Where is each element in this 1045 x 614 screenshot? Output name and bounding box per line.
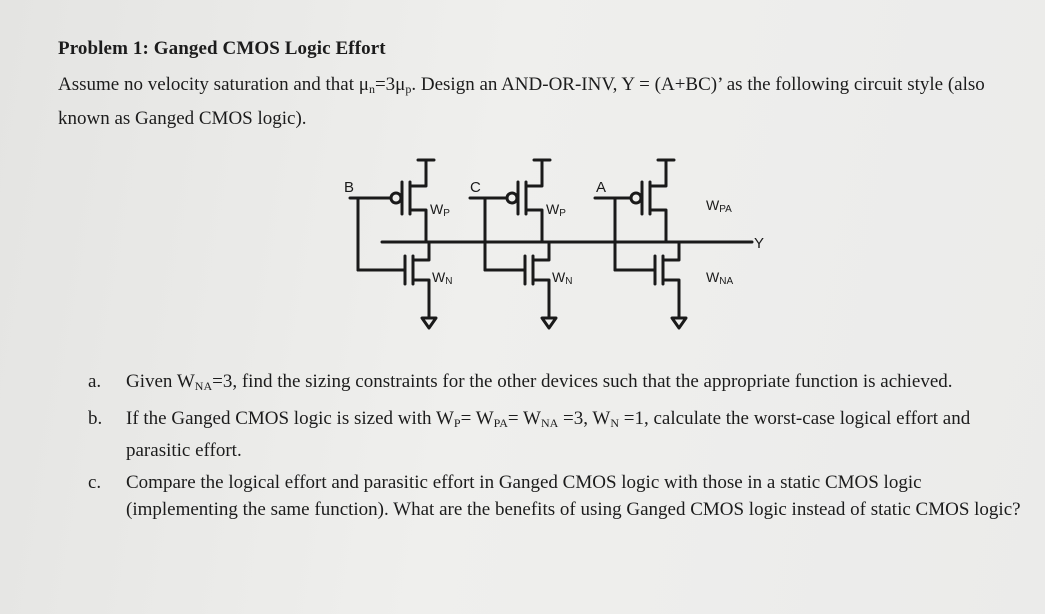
question-a: a. Given $W_{NA}=3$, find the sizing constraints for the other devices such that the appropriate function is achieved. — [88, 368, 1033, 400]
output-y-label: Y — [754, 235, 765, 252]
problem-title: Problem 1: Ganged CMOS Logic Effort — [58, 38, 386, 59]
nmos-a-width-label: WNA — [706, 269, 734, 287]
nmos-2-width-label: WN — [552, 269, 573, 287]
pmos-2-width-label: WP — [546, 201, 566, 219]
question-a-label: a. — [88, 371, 102, 392]
pmos-1-width-label: WP — [430, 201, 450, 219]
question-b: b. If the Ganged CMOS logic is sized with $W_P= W_{PA}= W_{NA} =3$, $W_N =1$, calculate the worst-case logical effort and parasitic effort. — [88, 405, 1033, 464]
input-c-label: C — [470, 179, 481, 196]
question-c-label: c. — [88, 472, 102, 493]
problem-statement: Assume no velocity saturation and that $\mu_n=3\mu_p$. Design an AND-OR-INV, Y = (A+BC)’ as the following circuit style (also known as Ganged CMOS logic). — [58, 74, 985, 129]
question-b-label: b. — [88, 408, 103, 429]
input-a-label: A — [596, 179, 607, 196]
question-list — [88, 368, 1033, 528]
pmos-a-width-label: WPA — [706, 197, 732, 215]
input-b-label: B — [344, 179, 355, 196]
question-c: c. Compare the logical effort and parasitic effort in Ganged CMOS logic with those in a static CMOS logic (implementing the same function). What are the benefits of using Ganged CMOS logic instead of static CMOS logic? — [88, 469, 1033, 523]
ganged-cmos-schematic — [330, 148, 780, 348]
nmos-1-width-label: WN — [432, 269, 453, 287]
